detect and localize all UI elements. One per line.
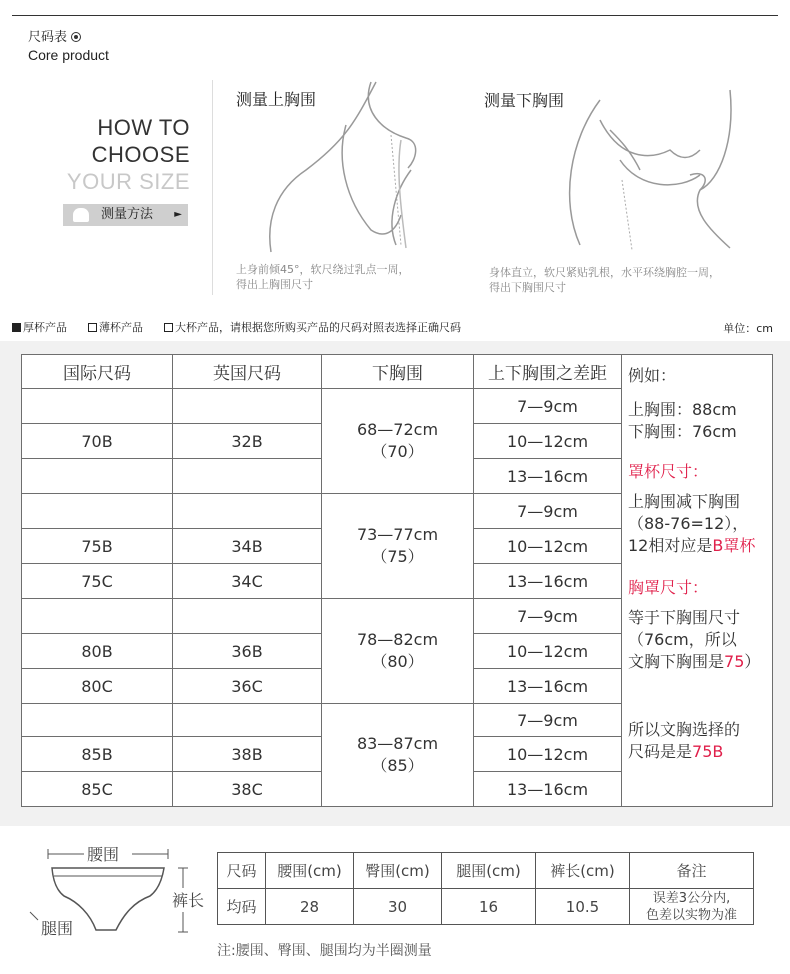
brief-header-hip: 臀围(cm)	[354, 853, 442, 889]
cell-uk: 34B	[173, 529, 322, 564]
figure-under-note1: 身体直立，软尺紧贴乳根，水平环绕胸腔一周，	[489, 266, 720, 279]
square-icon	[88, 323, 97, 332]
product-legend	[12, 319, 461, 335]
cell-uk: 34C	[173, 564, 322, 599]
measure-method-button[interactable]	[63, 204, 188, 226]
figure-under-note2: 得出下胸围尺寸	[489, 281, 566, 294]
example-cup-2: （88-76=12），	[628, 514, 749, 533]
example-cup-3: 12相对应是B罩杯	[628, 536, 756, 555]
howto-line2: CHOOSE	[91, 142, 190, 167]
brief-cell-size: 均码	[218, 889, 266, 925]
top-divider	[12, 15, 778, 16]
under-bust-illustration	[560, 80, 760, 255]
cell-diff: 7—9cm	[474, 704, 622, 737]
brief-header-size: 尺码	[218, 853, 266, 889]
leg-label: 腿围	[41, 919, 74, 938]
howto-line3: YOUR SIZE	[66, 169, 190, 194]
cell-uk: 36C	[173, 669, 322, 704]
header-uk: 英国尺码	[173, 355, 322, 389]
upper-bust-illustration	[236, 80, 456, 255]
play-arrow-icon: ►	[174, 209, 182, 220]
brief-cell-waist: 28	[266, 889, 354, 925]
example-band-3: 文胸下胸围是75）	[628, 652, 761, 671]
example-note	[622, 355, 773, 807]
measure-method-label: 测量方法	[101, 207, 154, 222]
figure-upper-label: 测量上胸围	[236, 90, 317, 109]
example-band-2: （76cm，所以	[628, 630, 737, 649]
cell-diff: 7—9cm	[474, 494, 622, 529]
cell-intl	[22, 494, 173, 529]
example-band-title: 胸罩尺寸：	[628, 578, 709, 597]
cell-diff: 10—12cm	[474, 634, 622, 669]
brief-footnote: 注:腰围、臀围、腿围均为半圈测量	[217, 943, 432, 959]
legend-big: 大杯产品，请根据您所购买产品的尺码对照表选择正确尺码	[174, 321, 461, 334]
unit-label: 单位：cm	[723, 322, 773, 335]
cell-diff: 13—16cm	[474, 772, 622, 807]
cell-underbust: 83—87cm （85）	[322, 704, 474, 807]
header-intl: 国际尺码	[22, 355, 173, 389]
example-lower: 下胸围：76cm	[628, 422, 737, 441]
section-divider	[212, 80, 213, 295]
bra-size-table	[21, 354, 773, 807]
brief-header-waist: 腰围(cm)	[266, 853, 354, 889]
brief-size-table	[217, 852, 754, 925]
cell-intl	[22, 599, 173, 634]
example-final-1: 所以文胸选择的	[628, 720, 741, 739]
figure-upper-note2: 得出上胸围尺寸	[236, 278, 313, 291]
cell-uk: 38B	[173, 737, 322, 772]
example-band-1: 等于下胸围尺寸	[628, 608, 741, 627]
cell-uk: 32B	[173, 424, 322, 459]
example-cup-title: 罩杯尺寸：	[628, 462, 709, 481]
cell-diff: 13—16cm	[474, 564, 622, 599]
page-subtitle: Core product	[28, 47, 109, 63]
cell-diff: 10—12cm	[474, 529, 622, 564]
ruler-icon	[73, 208, 89, 222]
cell-diff: 13—16cm	[474, 459, 622, 494]
cell-intl: 70B	[22, 424, 173, 459]
cell-underbust: 68—72cm （70）	[322, 389, 474, 494]
cell-underbust: 78—82cm （80）	[322, 599, 474, 704]
cell-uk	[173, 494, 322, 529]
cell-diff: 7—9cm	[474, 389, 622, 424]
dropdown-icon	[71, 32, 81, 42]
length-label: 裤长	[172, 891, 205, 910]
cell-uk	[173, 704, 322, 737]
figure-under-label: 测量下胸围	[484, 91, 565, 110]
example-upper: 上胸围：88cm	[628, 400, 737, 419]
waist-label: 腰围	[87, 845, 120, 864]
cell-intl: 75C	[22, 564, 173, 599]
cell-intl	[22, 459, 173, 494]
cell-diff: 10—12cm	[474, 424, 622, 459]
cell-intl: 75B	[22, 529, 173, 564]
figure-upper-note1: 上身前倾45°，软尺绕过乳点一周，	[236, 263, 410, 276]
cell-uk	[173, 599, 322, 634]
cell-uk	[173, 459, 322, 494]
cell-uk: 36B	[173, 634, 322, 669]
brief-header-leg: 腿围(cm)	[442, 853, 536, 889]
cell-intl: 80C	[22, 669, 173, 704]
cell-diff: 10—12cm	[474, 737, 622, 772]
cell-underbust: 73—77cm （75）	[322, 494, 474, 599]
cell-intl: 85B	[22, 737, 173, 772]
cell-uk	[173, 389, 322, 424]
header-diff: 上下胸围之差距	[474, 355, 622, 389]
header-underbust: 下胸围	[322, 355, 474, 389]
filled-square-icon	[12, 323, 21, 332]
cell-intl: 80B	[22, 634, 173, 669]
brief-header-length: 裤长(cm)	[536, 853, 630, 889]
square-icon	[164, 323, 173, 332]
cell-intl	[22, 704, 173, 737]
cell-diff: 13—16cm	[474, 669, 622, 704]
cell-uk: 38C	[173, 772, 322, 807]
cell-intl	[22, 389, 173, 424]
brief-cell-hip: 30	[354, 889, 442, 925]
brief-cell-leg: 16	[442, 889, 536, 925]
howto-line1: HOW TO	[97, 115, 190, 140]
page-title: 尺码表	[28, 26, 81, 45]
cell-diff: 7—9cm	[474, 599, 622, 634]
brief-cell-remark: 误差3公分内, 色差以实物为准	[630, 889, 754, 925]
brief-header-remark: 备注	[630, 853, 754, 889]
example-heading: 例如：	[628, 366, 677, 385]
legend-thin: 薄杯产品	[98, 321, 143, 334]
brief-cell-length: 10.5	[536, 889, 630, 925]
cell-intl: 85C	[22, 772, 173, 807]
legend-thick: 厚杯产品	[23, 321, 67, 334]
example-final-2: 尺码是是75B	[628, 742, 724, 761]
example-cup-1: 上胸围减下胸围	[628, 492, 741, 511]
